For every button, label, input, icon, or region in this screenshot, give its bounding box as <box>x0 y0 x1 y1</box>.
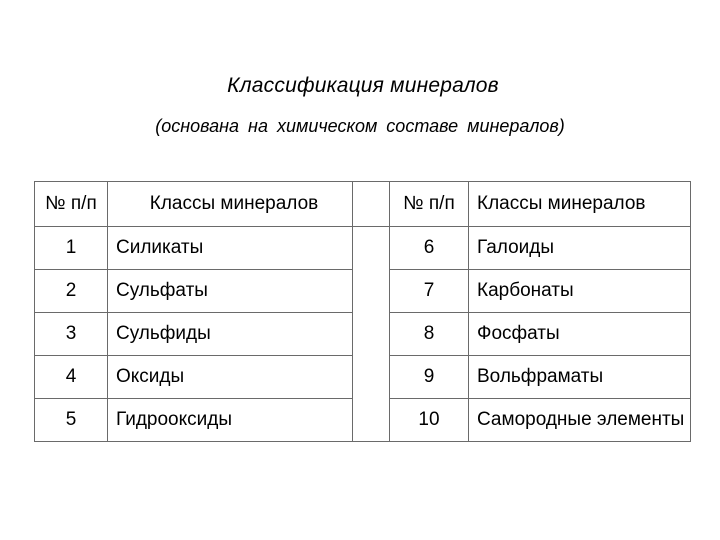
table-row <box>35 399 691 442</box>
header-num-left: № п/п <box>35 182 108 227</box>
row-num-left: 2 <box>35 270 108 313</box>
gap-cell <box>353 270 390 313</box>
row-num-right: 6 <box>390 227 469 270</box>
row-class-left: Гидрооксиды <box>108 399 353 442</box>
page-title: Классификация минералов <box>227 74 499 97</box>
gap-cell <box>353 399 390 442</box>
table-row <box>35 227 691 270</box>
header-class-left: Классы минералов <box>108 182 353 227</box>
row-class-left: Силикаты <box>108 227 353 270</box>
table-header-row <box>35 182 691 227</box>
gap-cell <box>353 313 390 356</box>
row-class-right: Галоиды <box>469 227 691 270</box>
gap-cell <box>353 227 390 270</box>
row-class-left: Сульфиды <box>108 313 353 356</box>
page-subtitle: (основана на химическом составе минералов) <box>155 116 565 136</box>
row-class-left: Сульфаты <box>108 270 353 313</box>
header-num-right: № п/п <box>390 182 469 227</box>
row-num-right: 7 <box>390 270 469 313</box>
row-class-right: Карбонаты <box>469 270 691 313</box>
gap-cell <box>353 356 390 399</box>
table-row <box>35 270 691 313</box>
row-class-right: Самородные элементы <box>469 399 691 442</box>
header-class-right: Классы минералов <box>469 182 691 227</box>
row-num-right: 10 <box>390 399 469 442</box>
row-class-right: Вольфраматы <box>469 356 691 399</box>
row-num-left: 5 <box>35 399 108 442</box>
row-num-left: 4 <box>35 356 108 399</box>
row-class-right: Фосфаты <box>469 313 691 356</box>
row-num-right: 9 <box>390 356 469 399</box>
row-num-right: 8 <box>390 313 469 356</box>
row-class-left: Оксиды <box>108 356 353 399</box>
row-num-left: 3 <box>35 313 108 356</box>
minerals-classification-table <box>34 181 691 442</box>
table-row <box>35 356 691 399</box>
row-num-left: 1 <box>35 227 108 270</box>
table-row <box>35 313 691 356</box>
header-gap-cell <box>353 182 390 227</box>
